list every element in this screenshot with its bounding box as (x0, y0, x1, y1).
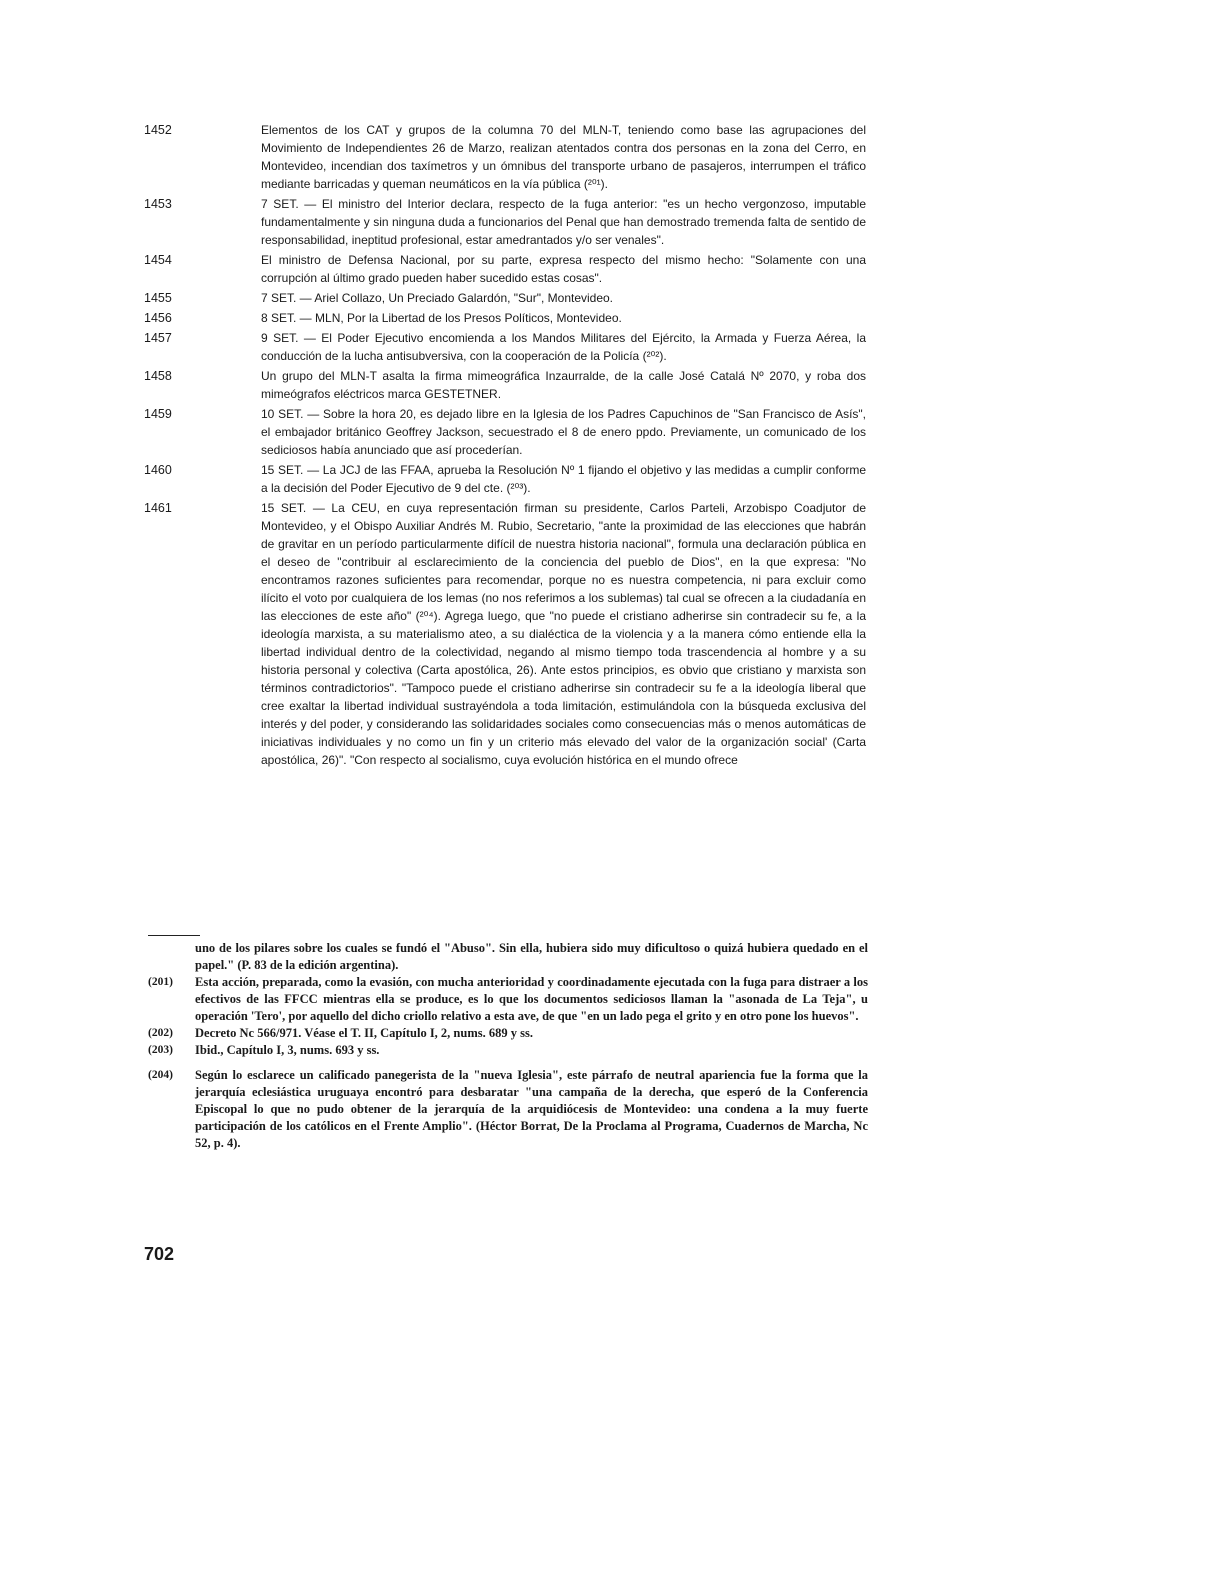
footnote-text: Según lo esclarece un calificado panegerista de la "nueva Iglesia", este párrafo de neutral apariencia fue la forma que la jerarquía eclesiástica uruguaya encontró para desbaratar "una campaña de la derecha, que esperó de la Conferencia Episcopal lo que no pudo obtener de la jerarquía de la arquidiócesis de Montevideo: una condena a la muy fuerte participación de los católicos en el Frente Amplio". (Héctor Borrat, De la Proclama al Programa, Cuadernos de Marcha, Nc 52, p. 4). (195, 1068, 868, 1150)
entry-1461 (144, 499, 866, 769)
footnote-number: (203) (148, 1044, 173, 1056)
entry-number: 1455 (144, 291, 172, 305)
footnotes (148, 940, 868, 1152)
entry-number: 1459 (144, 407, 172, 421)
entry-text: 15 SET. — La JCJ de las FFAA, aprueba la Resolución Nº 1 fijando el objetivo y las medidas a cumplir conforme a la decisión del Poder Ejecutivo de 9 del cte. (²⁰³). (261, 463, 866, 495)
footnote-number: (202) (148, 1027, 173, 1039)
entry-number: 1453 (144, 197, 172, 211)
entry-text: 9 SET. — El Poder Ejecutivo encomienda a los Mandos Militares del Ejército, la Armada y Fuerza Aérea, la conducción de la lucha antisubversiva, con la cooperación de la Policía (²⁰²). (261, 331, 866, 363)
footnote-continuation (148, 940, 868, 974)
entry-number: 1461 (144, 501, 172, 515)
footnote-separator (148, 935, 200, 936)
entry-number: 1457 (144, 331, 172, 345)
entry-1456 (144, 309, 866, 327)
footnote-number: (204) (148, 1069, 173, 1081)
entry-number: 1456 (144, 311, 172, 325)
entry-1460 (144, 461, 866, 497)
entry-text: 10 SET. — Sobre la hora 20, es dejado libre en la Iglesia de los Padres Capuchinos de "San Francisco de Asís", el embajador británico Geoffrey Jackson, secuestrado el 8 de enero ppdo. Previamente, un comunicado de los sediciosos había anunciado que así procederían. (261, 407, 866, 457)
footnote-202 (148, 1025, 868, 1042)
entry-text: El ministro de Defensa Nacional, por su parte, expresa respecto del mismo hecho: "Solamente con una corrupción al último grado pueden haber sucedido estas cosas". (261, 253, 866, 285)
entry-number: 1460 (144, 463, 172, 477)
page-number: 702 (144, 1244, 175, 1264)
entry-number: 1458 (144, 369, 172, 383)
entry-1452 (144, 121, 866, 193)
footnote-text: Esta acción, preparada, como la evasión, con mucha anterioridad y coordinadamente ejecutada con la fuga para distraer a los efectivos de las FFCC mientras ella se produce, es lo que los documentos sediciosos llaman la "asonada de La Teja", u operación 'Tero', por aquello del dicho criollo relativo a esta ave, de que "en un lado pega el grito y en otro pone los huevos". (195, 975, 868, 1023)
entry-text: Elementos de los CAT y grupos de la columna 70 del MLN-T, teniendo como base las agrupaciones del Movimiento de Independientes 26 de Marzo, realizan atentados contra dos personas en la zona del Cerro, en Montevideo, incendian dos taxímetros y un ómnibus del transporte urbano de pasajeros, interrumpen el tráfico mediante barricadas y queman neumáticos en la vía pública (²⁰¹). (261, 123, 866, 191)
footnote-201 (148, 974, 868, 1025)
entry-1453 (144, 195, 866, 249)
entry-text: Un grupo del MLN-T asalta la firma mimeográfica Inzaurralde, de la calle José Catalá Nº 2070, y roba dos mimeógrafos eléctricos marca GESTETNER. (261, 369, 866, 401)
footnote-text: Decreto Nc 566/971. Véase el T. II, Capítulo I, 2, nums. 689 y ss. (195, 1026, 533, 1040)
entry-1455 (144, 289, 866, 307)
footnote-text: uno de los pilares sobre los cuales se fundó el "Abuso". Sin ella, hubiera sido muy dificultoso o quizá hubiera quedado en el papel." (P. 83 de la edición argentina). (195, 941, 868, 972)
footnote-204 (148, 1067, 868, 1152)
chronology-entries (144, 121, 866, 771)
footnote-203 (148, 1042, 868, 1059)
entry-number: 1454 (144, 253, 172, 267)
entry-text: 7 SET. — El ministro del Interior declara, respecto de la fuga anterior: "es un hecho vergonzoso, imputable fundamentalmente y sin ninguna duda a funcionarios del Penal que han demostrado tremenda falta de sentido de responsabilidad, ineptitud profesional, estar amedrantados y/o ser venales". (261, 197, 866, 247)
entry-text: 8 SET. — MLN, Por la Libertad de los Presos Políticos, Montevideo. (261, 311, 622, 325)
entry-1454 (144, 251, 866, 287)
entry-1457 (144, 329, 866, 365)
entry-1459 (144, 405, 866, 459)
entry-1458 (144, 367, 866, 403)
entry-text: 15 SET. — La CEU, en cuya representación firman su presidente, Carlos Parteli, Arzobispo Coadjutor de Montevideo, y el Obispo Auxiliar Andrés M. Rubio, Secretario, "ante la proximidad de las elecciones que habrán de gravitar en un período particularmente difícil de nuestra historia nacional", formula una declaración pública en el deseo de "contribuir al esclarecimiento de la conciencia del pueblo de Dios", en la que expresa: "No encontramos razones suficientes para recomendar, porque no es nuestra competencia, ni para excluir como ilícito el voto por cualquiera de los lemas (no nos referimos a los sublemas) tal cual se ofrecen a la ciudadanía en las elecciones de este año" (²⁰⁴). Agrega luego, que "no puede el cristiano adherirse sin contradecir su fe, a la ideología marxista, a su materialismo ateo, a su dialéctica de la violencia y a la manera cómo entiende ella la libertad individual dentro de la colectividad, negando al mismo tiempo toda trascendencia al hombre y a su historia personal y colectiva (Carta apostólica, 26). Ante estos principios, es obvio que cristiano y marxista son términos contradictorios". "Tampoco puede el cristiano adherirse sin contradecir su fe a la ideología liberal que cree exaltar la libertad individual sustrayéndola a toda limitación, estimulándola con la búsqueda exclusiva del interés y del poder, y considerando las solidaridades sociales como consecuencias más o menos automáticas de iniciativas individuales y no como un fin y un criterio más elevado del valor de la organización social' (Carta apostólica, 26)". "Con respecto al socialismo, cuya evolución histórica en el mundo ofrece (261, 501, 866, 767)
footnote-text: Ibid., Capítulo I, 3, nums. 693 y ss. (195, 1043, 380, 1057)
entry-number: 1452 (144, 123, 172, 137)
entry-text: 7 SET. — Ariel Collazo, Un Preciado Galardón, "Sur", Montevideo. (261, 291, 614, 305)
footnote-number: (201) (148, 976, 173, 988)
